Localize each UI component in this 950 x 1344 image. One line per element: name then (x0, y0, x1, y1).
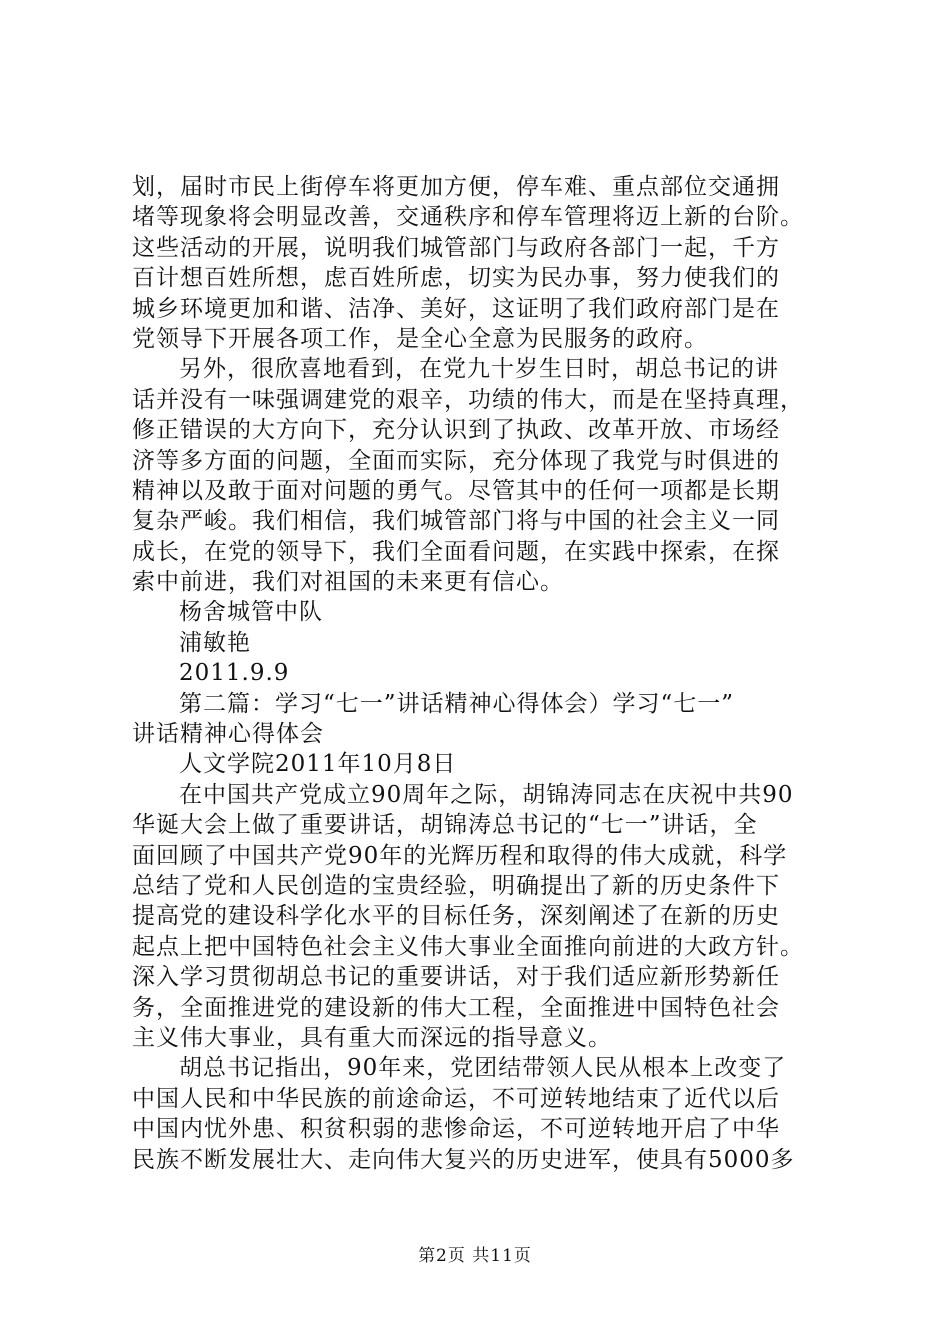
text-line: 堵等现象将会明显改善，交通秩序和停车管理将迈上新的台阶。 (132, 204, 804, 231)
text-line: 第二篇：学习“七一”讲话精神心得体会）学习“七一” (179, 690, 735, 717)
text-line: 济等多方面的问题，全面而实际，充分体现了我党与时俱进的 (132, 447, 780, 474)
document-body (132, 172, 832, 1175)
text-line: 浦敏艳 (179, 629, 251, 656)
text-line: 提高党的建设科学化水平的目标任务，深刻阐述了在新的历史 (132, 903, 780, 930)
page-number-footer: 第2页 共11页 (418, 1246, 532, 1266)
text-line: 人文学院2011年10月8日 (179, 751, 457, 778)
text-line: 杨舍城管中队 (179, 599, 323, 626)
text-line: 话并没有一味强调建党的艰辛，功绩的伟大，而是在坚持真理， (132, 386, 804, 413)
text-line: 胡总书记指出，90年来，党团结带领人民从根本上改变了 (179, 1055, 787, 1082)
text-line: 这些活动的开展，说明我们城管部门与政府各部门一起，千方 (132, 234, 780, 261)
text-line: 面回顾了中国共产党90年的光辉历程和取得的伟大成就，科学 (132, 842, 788, 869)
text-line: 在中国共产党成立90周年之际，胡锦涛同志在庆祝中共90 (179, 781, 794, 808)
text-line: 民族不断发展壮大、走向伟大复兴的历史进军，使具有5000多 (132, 1146, 795, 1173)
text-line: 中国内忧外患、积贫积弱的悲惨命运，不可逆转地开启了中华 (132, 1116, 780, 1143)
text-line: 深入学习贯彻胡总书记的重要讲话，对于我们适应新形势新任 (132, 964, 780, 991)
text-line: 另外，很欣喜地看到，在党九十岁生日时，胡总书记的讲 (179, 356, 779, 383)
text-line: 划，届时市民上街停车将更加方便，停车难、重点部位交通拥 (132, 174, 780, 200)
text-line: 城乡环境更加和谐、洁净、美好，这证明了我们政府部门是在 (132, 295, 780, 322)
text-line: 总结了党和人民创造的宝贵经验，明确提出了新的历史条件下 (132, 872, 780, 899)
text-line: 主义伟大事业，具有重大而深远的指导意义。 (132, 1024, 612, 1051)
text-line: 华诞大会上做了重要讲话，胡锦涛总书记的“七一”讲话，全 (132, 812, 758, 839)
text-line: 党领导下开展各项工作，是全心全意为民服务的政府。 (132, 325, 708, 352)
text-line: 复杂严峻。我们相信，我们城管部门将与中国的社会主义一同 (132, 508, 780, 535)
text-line: 修正错误的大方向下，充分认识到了执政、改革开放、市场经 (132, 417, 780, 444)
text-line: 起点上把中国特色社会主义伟大事业全面推向前进的大政方针。 (132, 933, 804, 960)
text-line: 中国人民和中华民族的前途命运，不可逆转地结束了近代以后 (132, 1085, 780, 1112)
text-line: 精神以及敢于面对问题的勇气。尽管其中的任何一项都是长期 (132, 477, 780, 504)
text-line: 成长，在党的领导下，我们全面看问题，在实践中探索，在探 (132, 538, 780, 565)
text-line: 务，全面推进党的建设新的伟大工程，全面推进中国特色社会 (132, 994, 780, 1021)
text-line: 2011.9.9 (179, 660, 290, 687)
text-line: 百计想百姓所想，虑百姓所虑，切实为民办事，努力使我们的 (132, 265, 780, 292)
text-line: 讲话精神心得体会 (132, 721, 324, 748)
text-line: 索中前进，我们对祖国的未来更有信心。 (132, 569, 564, 596)
